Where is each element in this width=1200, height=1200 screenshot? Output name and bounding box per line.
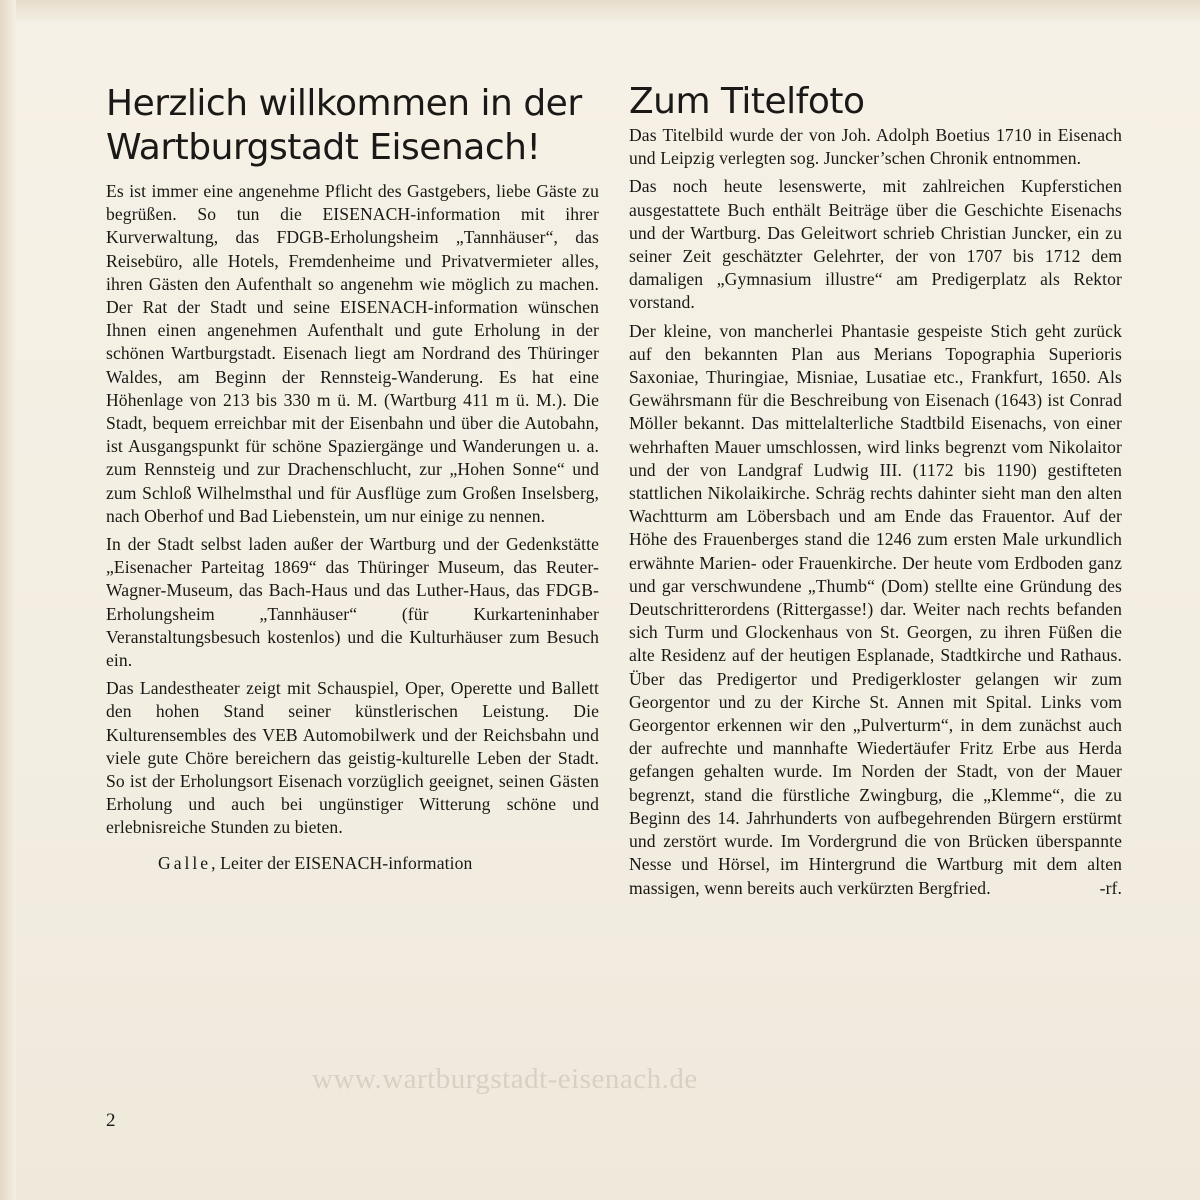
watermark-url: www.wartburgstadt-eisenach.de <box>312 1063 698 1095</box>
cover-paragraph-3 <box>629 320 1122 900</box>
welcome-paragraph-2: In der Stadt selbst laden außer der Wartburg und der Gedenkstätte „Eisenacher Parteitag 1869“ das Thüringer Museum, das Reuter-Wagner-Museum, das Bach-Haus und das Luther-Haus, das FDGB-Erholungsheim „Tannhäuser“ (für Kurkarteninhaber Veranstaltungsbesuch kostenlos) und die Kulturhäuser zum Besuch ein. <box>106 534 599 671</box>
page-number: 2 <box>106 1110 116 1131</box>
paper-edge-left <box>0 0 16 1200</box>
paper-edge-top <box>0 0 1200 22</box>
welcome-signature <box>106 852 599 875</box>
cover-photo-column <box>629 82 1122 905</box>
signature-name: Galle <box>158 852 212 873</box>
welcome-title: Herzlich willkommen in der Wartburgstadt Eisenach! <box>106 83 582 168</box>
signature-role: , Leiter der EISENACH-information <box>211 852 473 873</box>
welcome-paragraph-3: Das Landestheater zeigt mit Schauspiel, Oper, Operette und Ballett den hohen Stand seiner künstlerischen Leistung. Die Kulturensembles des VEB Automobilwerk und der Reichsbahn und viele gute Chöre bereichern das geistig-kulturelle Leben der Stadt. So ist der Erholungsort Eisenach vorzüglich geeignet, seinen Gästen Erholung und auch bei ungünstiger Witterung schöne und erlebnisreiche Stunden zu bieten. <box>106 678 599 838</box>
cover-author: -rf. <box>1099 877 1122 898</box>
welcome-paragraph-1: Es ist immer eine angenehme Pflicht des Gastgebers, liebe Gäste zu begrüßen. So tun die EISENACH-information mit ihrer Kurverwaltung, das FDGB-Erholungsheim „Tannhäuser“, das Reisebüro, alle Hotels, Fremdenheime und Privatvermieter alles, ihren Gästen den Aufenthalt so angenehm wie möglich zu machen. Der Rat der Stadt und seine EISENACH-information wünschen Ihnen einen angenehmen Aufenthalt und gute Erholung in der schönen Wartburgstadt. Eisenach liegt am Nordrand des Thüringer Waldes, am Beginn der Rennsteig-Wanderung. Es hat eine Höhenlage von 213 bis 330 m ü. M. (Wartburg 411 m ü. M.). Die Stadt, bequem erreichbar mit der Eisenbahn und über die Autobahn, ist Ausgangspunkt für schöne Spaziergänge und Wanderungen u. a. zum Rennsteig und zur Drachenschlucht, zur „Hohen Sonne“ und zum Schloß Wilhelmsthal und für Ausflüge zum Großen Inselsberg, nach Oberhof und Bad Liebenstein, um nur einige zu nennen. <box>106 181 599 526</box>
cover-paragraph-2: Das noch heute lesenswerte, mit zahlreichen Kupferstichen ausgestattete Buch enthält Beiträge über die Geschichte Eisenachs und der Wartburg. Das Geleitwort schrieb Christian Juncker, ein zu seiner Zeit geschätzter Gelehrter, der von 1707 bis 1712 dem damaligen „Gymnasium illustre“ am Predigerplatz als Rektor vorstand. <box>629 176 1122 313</box>
cover-paragraph-3-text: Der kleine, von mancherlei Phantasie gespeiste Stich geht zurück auf den bekannten Plan aus Merians Topographia Superioris Saxoniae, Thuringiae, Misniae, Lusatiae etc., Frankfurt, 1650. Als Gewährsmann für die Beschreibung von Eisenach (1643) ist Conrad Möller bekannt. Das mittelalterliche Stadtbild Eisenachs, von einer wehrhaften Mauer umschlossen, wird links begrenzt vom Nikolaitor und der von Landgraf Ludwig III. (1172 bis 1190) gestifteten stattlichen Nikolaikirche. Schräg rechts dahinter sieht man den alten Wachtturm am Löbersbach und am Ende das Frauentor. Auf der Höhe des Frauenberges stand die 1246 zum ersten Male urkundlich erwähnte Marien- oder Frauenkirche. Der heute vom Erdboden ganz und gar verschwundene „Thumb“ (Dom) stellte eine Gründung des Deutschritterordens (Rittergasse!) dar. Weiter nach rechts befanden sich Turm und Glockenhaus von St. Georgen, zu ihren Füßen die alte Residenz auf der heutigen Esplanade, Stadtkirche und Rathaus. Über das Predigertor und Predigerkloster gelangen wir zum Georgentor und zu der Kirche St. Annen mit Spital. Links vom Georgentor erkennen wir den „Pulverturm“, in dem zunächst auch der aufrechte und mannhafte Wiedertäufer Fritz Erbe aus Herda gefangen gehalten wurde. Im Norden der Stadt, von der Mauer begrenzt, stand die fürstliche Zwingburg, die „Klemme“, die zu Beginn des 14. Jahrhunderts von aufbegehrenden Bürgern erstürmt und zerstört wurde. Im Vordergrund die von Brücken überspannte Nesse und Hörsel, im Hintergrund die Wartburg mit dem alten massigen, wenn bereits auch verkürzten Bergfried. <box>629 320 1122 898</box>
welcome-column <box>106 82 599 880</box>
cover-photo-title: Zum Titelfoto <box>629 81 865 122</box>
cover-paragraph-1: Das Titelbild wurde der von Joh. Adolph Boetius 1710 in Eisenach und Leipzig verlegten sog. Juncker’schen Chronik entnommen. <box>629 125 1122 169</box>
